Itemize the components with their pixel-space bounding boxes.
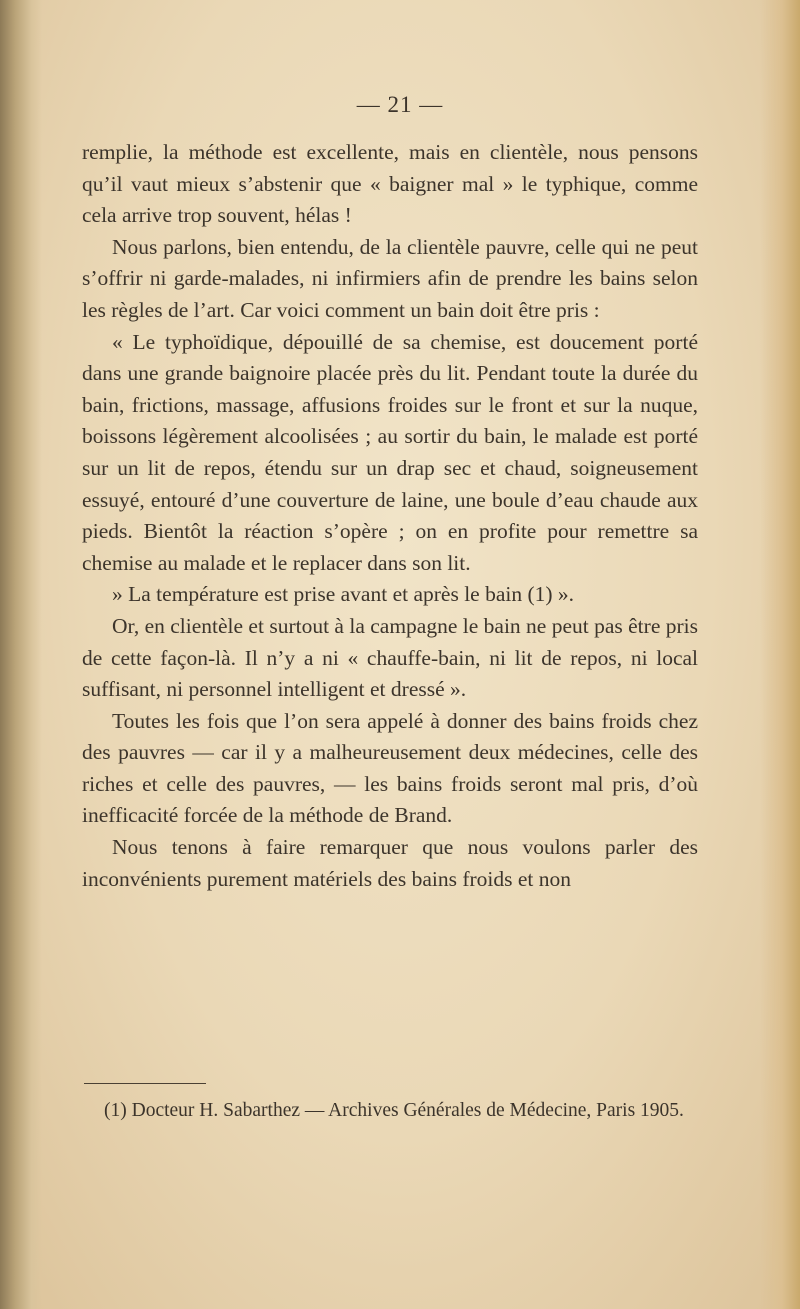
paragraph-7: Nous tenons à faire remarquer que nous voulons parler des inconvénients purement matériels des bains froids et non [82,835,698,891]
page-number: — 21 — [356,92,444,117]
body-text [82,137,698,895]
page-edge-stain [760,0,800,1309]
footnote-text: (1) Docteur H. Sabarthez — Archives Générales de Médecine, Paris 1905. [104,1100,684,1121]
footnote [82,1097,698,1125]
paragraph-2: Nous parlons, bien entendu, de la clientèle pauvre, celle qui ne peut s’offrir ni garde-malades, ni infirmiers afin de prendre les bains selon les règles de l’art. Car voici comment un bain doit être pris : [82,234,698,322]
page-binding-shadow [0,0,42,1309]
paragraph-5: Or, en clientèle et surtout à la campagne le bain ne peut pas être pris de cette façon-là. Il n’y a ni « chauffe-bain, ni lit de repos, ni local suffisant, ni personnel intelligent et dressé ». [82,613,698,702]
paragraph-6: Toutes les fois que l’on sera appelé à donner des bains froids chez des pauvres — car il y a malheureusement deux médecines, celle des riches et celle des pauvres, — les bains froids seront mal pris, d’où inefficacité forcée de la méthode de Brand. [82,708,698,828]
footnote-divider [84,1083,206,1084]
paragraph-3-quote: « Le typhoïdique, dépouillé de sa chemise, est doucement porté dans une grande baignoire placée près du lit. Pendant toute la durée du bain, frictions, massage, affusions froides sur le front et sur la nuque, boissons légèrement alcoolisées ; au sortir du bain, le malade est porté sur un lit de repos, étendu sur un drap sec et chaud, soigneusement essuyé, entouré d’une couverture de laine, une boule d’eau chaude aux pieds. Bientôt la réaction s’opère ; on en profite pour remettre sa chemise au malade et le replacer dans son lit. [82,329,698,575]
paragraph-1: remplie, la méthode est excellente, mais en clientèle, nous pensons qu’il vaut mieux s’abstenir que « baigner mal » le typhique, comme cela arrive trop souvent, hélas ! [82,140,698,228]
paragraph-4-quote-end: » La température est prise avant et après le bain (1) ». [112,582,575,607]
